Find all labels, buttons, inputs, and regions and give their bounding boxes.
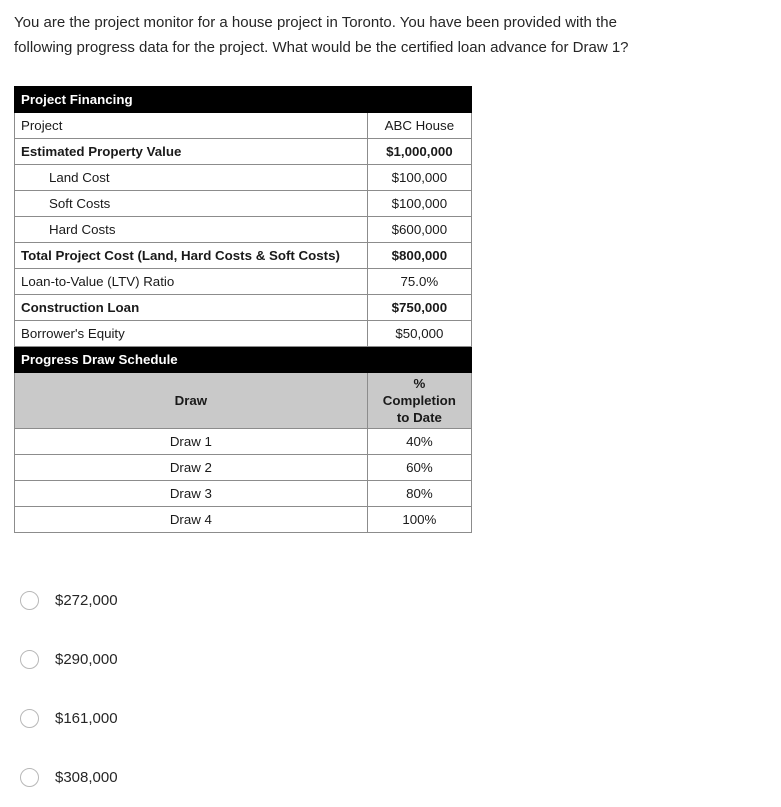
row-label: Construction Loan xyxy=(15,295,368,321)
draw-label: Draw 3 xyxy=(15,481,368,507)
table-row xyxy=(15,321,472,347)
radio-button-icon[interactable] xyxy=(20,709,39,728)
draw-label: Draw 1 xyxy=(15,429,368,455)
table-section-header-financing xyxy=(15,87,472,113)
row-label: Hard Costs xyxy=(15,217,368,243)
draw-value: 100% xyxy=(367,507,471,533)
pct-completion-column-header xyxy=(367,373,471,429)
answer-option-label: $161,000 xyxy=(55,710,118,727)
table-row xyxy=(15,113,472,139)
row-label: Total Project Cost (Land, Hard Costs & Soft Costs) xyxy=(15,243,368,269)
table-section-header-schedule xyxy=(15,347,472,373)
radio-button-icon[interactable] xyxy=(20,591,39,610)
table-row xyxy=(15,139,472,165)
section-financing-label: Project Financing xyxy=(15,87,472,113)
pct-header-line-2: Completion xyxy=(382,393,456,408)
table-row xyxy=(15,507,472,533)
answer-option-label: $290,000 xyxy=(55,651,118,668)
table-row xyxy=(15,191,472,217)
draw-label: Draw 2 xyxy=(15,455,368,481)
row-value: $1,000,000 xyxy=(367,139,471,165)
row-label: Loan-to-Value (LTV) Ratio xyxy=(15,269,368,295)
row-value: $100,000 xyxy=(367,191,471,217)
draw-label: Draw 4 xyxy=(15,507,368,533)
answer-option-2[interactable] xyxy=(20,630,767,689)
answer-option-4[interactable] xyxy=(20,748,767,807)
answer-option-3[interactable] xyxy=(20,689,767,748)
row-label: Soft Costs xyxy=(15,191,368,217)
answer-option-label: $308,000 xyxy=(55,769,118,786)
draw-column-header: Draw xyxy=(15,373,368,429)
table-row xyxy=(15,429,472,455)
table-row xyxy=(15,217,472,243)
answer-option-1[interactable] xyxy=(20,571,767,630)
row-label: Borrower's Equity xyxy=(15,321,368,347)
table-row xyxy=(15,295,472,321)
row-value: $750,000 xyxy=(367,295,471,321)
pct-header-line-3: to Date xyxy=(396,410,442,425)
radio-button-icon[interactable] xyxy=(20,768,39,787)
question-text: You are the project monitor for a house project in Toronto. You have been provided with the following progress data for the project. What would be the certified loan advance for Draw 1? xyxy=(14,14,629,56)
row-label: Land Cost xyxy=(15,165,368,191)
draw-table-header-row xyxy=(15,373,472,429)
row-label: Project xyxy=(15,113,368,139)
section-schedule-label: Progress Draw Schedule xyxy=(15,347,472,373)
answer-option-label: $272,000 xyxy=(55,592,118,609)
row-value: $50,000 xyxy=(367,321,471,347)
pct-header-line-1: % xyxy=(413,376,426,391)
row-value: $100,000 xyxy=(367,165,471,191)
draw-value: 80% xyxy=(367,481,471,507)
table-row xyxy=(15,243,472,269)
table-row xyxy=(15,165,472,191)
table-row xyxy=(15,269,472,295)
row-value: $600,000 xyxy=(367,217,471,243)
project-financing-table xyxy=(14,86,472,533)
draw-value: 40% xyxy=(367,429,471,455)
radio-button-icon[interactable] xyxy=(20,650,39,669)
table-row xyxy=(15,481,472,507)
draw-value: 60% xyxy=(367,455,471,481)
table-row xyxy=(15,455,472,481)
row-label: Estimated Property Value xyxy=(15,139,368,165)
row-value: ABC House xyxy=(367,113,471,139)
row-value: 75.0% xyxy=(367,269,471,295)
answer-options xyxy=(20,571,767,807)
row-value: $800,000 xyxy=(367,243,471,269)
